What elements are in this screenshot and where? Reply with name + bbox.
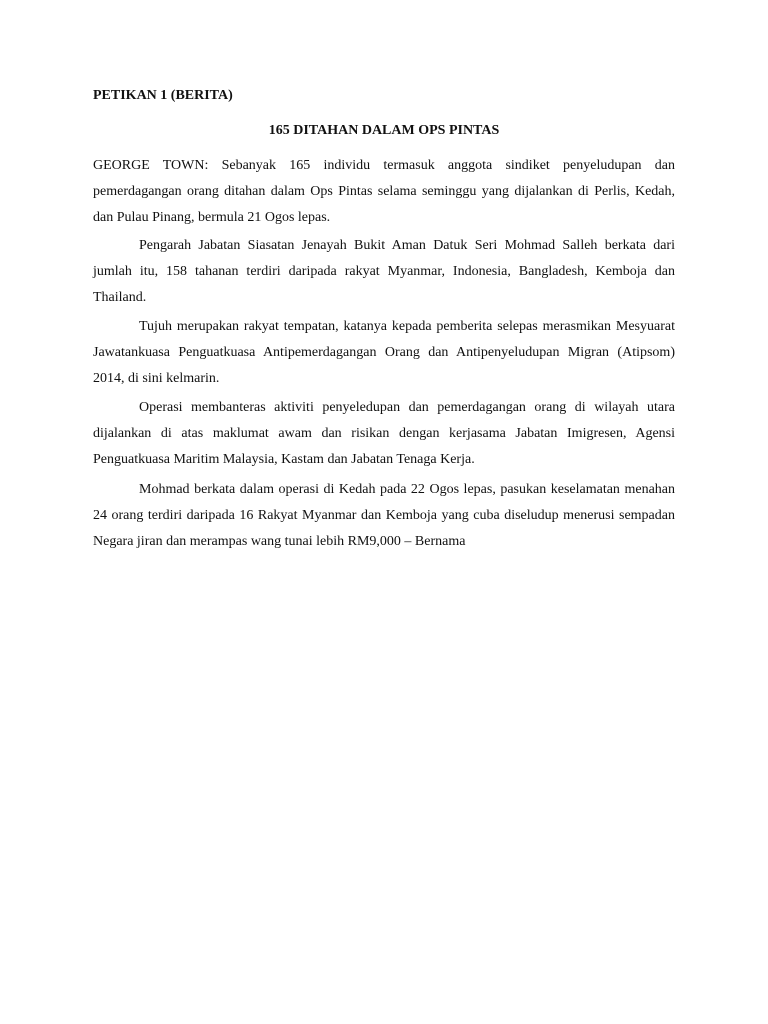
article-paragraph-3: Tujuh merupakan rakyat tempatan, katanya kepada pemberita selepas merasmikan Mesyuarat Jawatankuasa Penguatkuasa Antipemerdagangan Orang dan Antipenyeludupan Migran (Atipsom) 2014, di sini kelmarin. [93, 319, 675, 386]
article-paragraph-5: Mohmad berkata dalam operasi di Kedah pada 22 Ogos lepas, pasukan keselamatan menahan 24 orang terdiri daripada 16 Rakyat Myanmar dan Kemboja yang cuba diseludup menerusi sempadan Negara jiran dan merampas wang tunai lebih RM9,000 – Bernama [93, 482, 675, 549]
article-paragraph-1: GEORGE TOWN: Sebanyak 165 individu termasuk anggota sindiket penyeludupan dan pemerdagangan orang ditahan dalam Ops Pintas selama seminggu yang dijalankan di Perlis, Kedah, dan Pulau Pinang, bermula 21 Ogos lepas. [93, 158, 675, 225]
article-paragraph-2: Pengarah Jabatan Siasatan Jenayah Bukit Aman Datuk Seri Mohmad Salleh berkata dari jumlah itu, 158 tahanan terdiri daripada rakyat Myanmar, Indonesia, Bangladesh, Kemboja dan Thailand. [93, 238, 675, 305]
article-paragraph-4: Operasi membanteras aktiviti penyeledupan dan pemerdagangan orang di wilayah utara dijalankan di atas maklumat awam dan risikan dengan kerjasama Jabatan Imigresen, Agensi Penguatkuasa Maritim Malaysia, Kastam dan Jabatan Tenaga Kerja. [93, 400, 675, 467]
article-headline: 165 DITAHAN DALAM OPS PINTAS [268, 123, 500, 138]
section-label: PETIKAN 1 (BERITA) [93, 88, 233, 103]
